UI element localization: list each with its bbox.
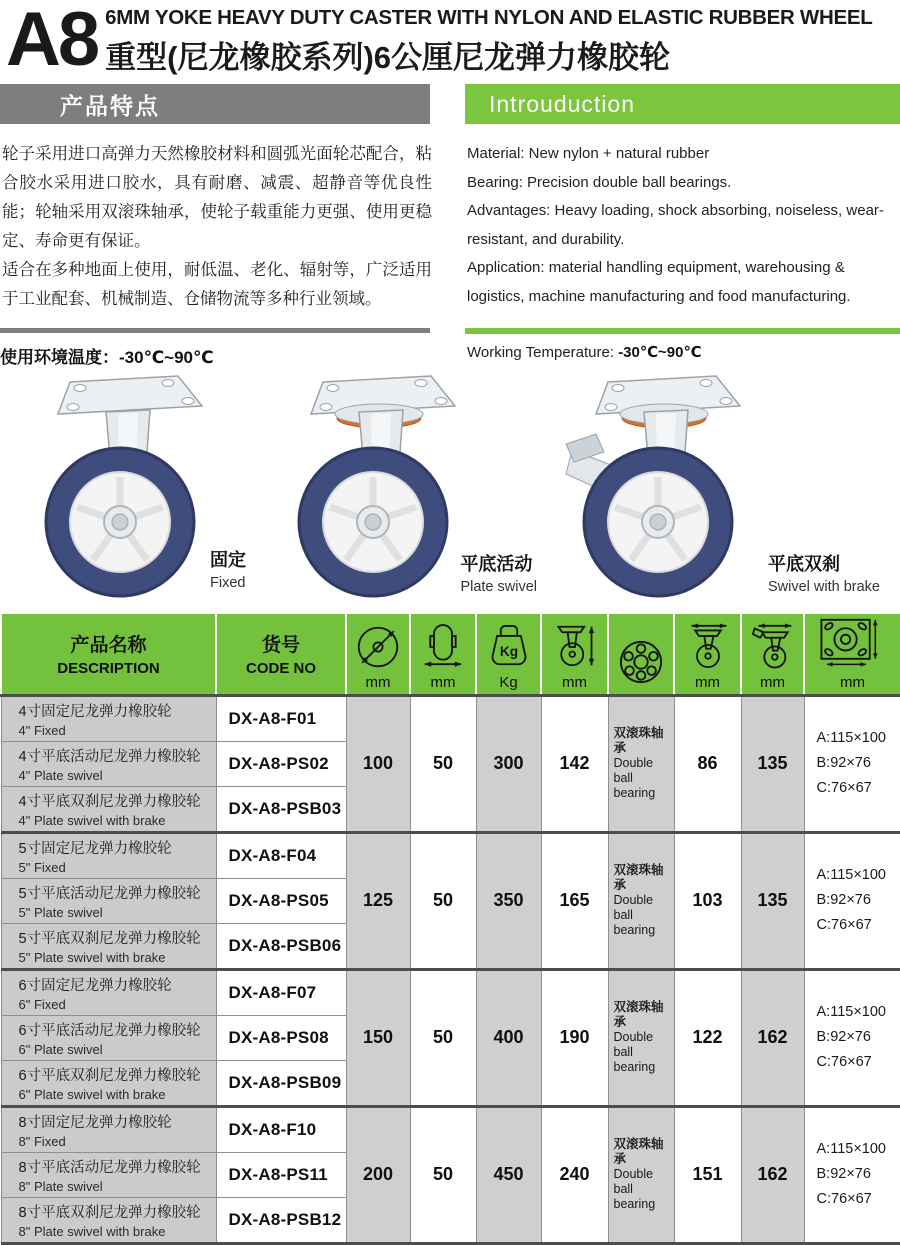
mounting-height-value: 142 [541, 695, 608, 832]
bearing-cell [608, 695, 674, 832]
text-columns [0, 140, 900, 314]
description-zh: 5寸固定尼龙弹力橡胶轮 [19, 837, 212, 858]
spec-table-header-row [1, 613, 900, 695]
load-capacity-value: 300 [476, 695, 541, 832]
temperature-row [0, 343, 900, 368]
divider-rules [0, 328, 900, 334]
col-header-plate-size [804, 613, 900, 695]
temp-value-zh: -30℃~90℃ [119, 348, 214, 367]
introduction-text [467, 140, 900, 314]
plate-size-line: B:92×76 [817, 1025, 900, 1050]
code-no-cell: DX-A8-PSB06 [216, 923, 346, 969]
description-en: 8" Plate swivel [19, 1179, 212, 1194]
features-paragraph: 适合在多种地面上使用，耐低温、老化、辐射等，广泛适用于工业配套、机械制造、仓储物流等多种行业领域。 [2, 256, 432, 314]
plate-size-cell [804, 695, 900, 832]
features-paragraph: 轮子采用进口高弹力天然橡胶材料和圆弧光面轮芯配合，粘合胶水采用进口胶水，具有耐磨、减震、超静音等优良性能；轮轴采用双滚珠轴承，使轮子载重能力更强、使用更稳定、寿命更有保证。 [2, 140, 432, 256]
description-zh: 4寸平底双刹尼龙弹力橡胶轮 [19, 790, 212, 811]
wheel-width-value: 50 [410, 969, 476, 1106]
bearing-zh: 双滚珠轴承 [614, 726, 671, 756]
col-header-ball-bearing [608, 613, 674, 695]
plate-size-line: B:92×76 [817, 1162, 900, 1187]
swivel-radius-icon [686, 623, 730, 674]
description-zh: 8寸平底双刹尼龙弹力橡胶轮 [19, 1201, 212, 1222]
ball-bearing-icon [618, 639, 664, 690]
table-row [1, 695, 900, 741]
plate-size-line: B:92×76 [817, 888, 900, 913]
col-header-wheel-diameter [346, 613, 410, 695]
description-zh: 8寸平底活动尼龙弹力橡胶轮 [19, 1156, 212, 1177]
description-cell [1, 1060, 216, 1106]
bearing-cell [608, 832, 674, 969]
code-no-cell: DX-A8-PSB12 [216, 1197, 346, 1243]
figure-label-zh: 固定 [210, 549, 246, 572]
working-temperature-en [467, 343, 900, 368]
plate-size-line: A:115×100 [817, 863, 900, 888]
col-header-description [1, 613, 216, 695]
code-no-cell: DX-A8-F01 [216, 695, 346, 741]
description-cell [1, 1152, 216, 1197]
description-cell [1, 832, 216, 878]
bearing-en: Double ball bearing [614, 1030, 671, 1075]
load-capacity-value: 400 [476, 969, 541, 1106]
col-header-wheel-width [410, 613, 476, 695]
col-header-mounting-height [541, 613, 608, 695]
introduction-heading: Introuduction [465, 84, 900, 124]
plate-size-line: C:76×67 [817, 1187, 900, 1212]
product-figure-fixed [18, 374, 254, 606]
unit-label: mm [695, 675, 720, 691]
description-zh: 4寸平底活动尼龙弹力橡胶轮 [19, 745, 212, 766]
description-en: 6" Plate swivel with brake [19, 1087, 212, 1102]
mounting-height-value: 165 [541, 832, 608, 969]
description-zh: 4寸固定尼龙弹力橡胶轮 [19, 700, 212, 721]
figure-label-en: Plate swivel [460, 578, 537, 596]
code-no-cell: DX-A8-PS11 [216, 1152, 346, 1197]
unit-label: mm [431, 675, 456, 691]
description-en: 4" Plate swivel with brake [19, 813, 212, 828]
mounting-height-value: 240 [541, 1106, 608, 1243]
temp-label-zh: 使用环境温度： [0, 348, 119, 367]
description-en: 5" Plate swivel with brake [19, 950, 212, 965]
features-text [0, 140, 432, 314]
description-header-en: DESCRIPTION [2, 660, 215, 677]
wheel-diameter-icon [356, 625, 400, 674]
bearing-zh: 双滚珠轴承 [614, 1137, 671, 1167]
plate-size-cell [804, 832, 900, 969]
description-zh: 5寸平底活动尼龙弹力橡胶轮 [19, 882, 212, 903]
brake-height-value: 135 [741, 695, 804, 832]
table-row [1, 1106, 900, 1152]
col-header-swivel-radius [674, 613, 741, 695]
plate-size-line: A:115×100 [817, 1000, 900, 1025]
code-no-cell: DX-A8-F10 [216, 1106, 346, 1152]
brake-height-value: 135 [741, 832, 804, 969]
load-capacity-value: 450 [476, 1106, 541, 1243]
plate-size-line: C:76×67 [817, 1050, 900, 1075]
code-no-cell: DX-A8-F07 [216, 969, 346, 1015]
swivel-radius-value: 86 [674, 695, 741, 832]
title-block [97, 2, 872, 77]
product-figures [0, 368, 900, 606]
description-en: 6" Plate swivel [19, 1042, 212, 1057]
description-zh: 6寸平底活动尼龙弹力橡胶轮 [19, 1019, 212, 1040]
wheel-width-icon [423, 623, 463, 674]
spec-table [0, 612, 900, 1245]
figure-label-en: Fixed [210, 574, 246, 592]
unit-label: Kg [499, 675, 517, 691]
page-title-zh: 重型(尼龙橡胶系列)6公厘尼龙弹力橡胶轮 [105, 32, 872, 77]
description-zh: 6寸固定尼龙弹力橡胶轮 [19, 974, 212, 995]
temp-value-en: -30℃~90℃ [618, 344, 701, 361]
mounting-height-icon [553, 623, 597, 674]
plate-size-line: C:76×67 [817, 913, 900, 938]
bearing-en: Double ball bearing [614, 1167, 671, 1212]
wheel-width-value: 50 [410, 1106, 476, 1243]
left-divider [0, 328, 430, 333]
code-header-en: CODE NO [217, 660, 345, 677]
col-header-code-no [216, 613, 346, 695]
plate-size-line: A:115×100 [817, 726, 900, 751]
introduction-line: Bearing: Precision double ball bearings. [467, 169, 900, 198]
introduction-line: Application: material handling equipment, warehousing & logistics, machine manufacturing and food manufacturing. [467, 254, 900, 311]
description-cell [1, 786, 216, 832]
svg-text:Kg: Kg [499, 644, 517, 659]
figure-label-zh: 平底双刹 [768, 553, 880, 576]
temp-label-en: Working Temperature: [467, 344, 618, 361]
description-cell [1, 878, 216, 923]
product-figure-brake [556, 374, 886, 606]
wheel-diameter-value: 125 [346, 832, 410, 969]
plate-size-cell [804, 969, 900, 1106]
description-cell [1, 741, 216, 786]
figure-label-zh: 平底活动 [460, 553, 537, 576]
product-figure-swivel [271, 374, 539, 606]
figure-label-brake [768, 553, 880, 596]
unit-label: mm [760, 675, 785, 691]
figure-label-fixed [210, 549, 246, 592]
bearing-cell [608, 1106, 674, 1243]
code-no-cell: DX-A8-PS08 [216, 1015, 346, 1060]
unit-label: mm [366, 675, 391, 691]
series-code: A8 [6, 2, 97, 78]
description-en: 4" Fixed [19, 723, 212, 738]
wheel-width-value: 50 [410, 695, 476, 832]
code-header-zh: 货号 [217, 630, 345, 657]
description-cell [1, 1197, 216, 1243]
bearing-en: Double ball bearing [614, 756, 671, 801]
load-capacity-value: 350 [476, 832, 541, 969]
code-no-cell: DX-A8-PSB09 [216, 1060, 346, 1106]
caster-swivel-illustration [271, 374, 476, 599]
description-zh: 8寸固定尼龙弹力橡胶轮 [19, 1111, 212, 1132]
description-cell [1, 923, 216, 969]
wheel-diameter-value: 100 [346, 695, 410, 832]
code-no-cell: DX-A8-F04 [216, 832, 346, 878]
swivel-radius-value: 103 [674, 832, 741, 969]
plate-size-line: A:115×100 [817, 1137, 900, 1162]
table-row [1, 969, 900, 1015]
code-no-cell: DX-A8-PSB03 [216, 786, 346, 832]
bearing-cell [608, 969, 674, 1106]
description-cell [1, 1015, 216, 1060]
figure-label-swivel [460, 553, 537, 596]
introduction-line: Material: New nylon + natural rubber [467, 140, 900, 169]
plate-size-line: C:76×67 [817, 776, 900, 801]
unit-label: mm [840, 675, 865, 691]
caster-fixed-illustration [18, 374, 223, 599]
figure-label-en: Swivel with brake [768, 578, 880, 596]
col-header-brake-height [741, 613, 804, 695]
plate-size-line: B:92×76 [817, 751, 900, 776]
mounting-height-value: 190 [541, 969, 608, 1106]
description-cell [1, 1106, 216, 1152]
unit-label: mm [562, 675, 587, 691]
section-bars [0, 84, 900, 124]
working-temperature-zh [0, 343, 432, 368]
plate-size-cell [804, 1106, 900, 1243]
brake-height-value: 162 [741, 969, 804, 1106]
introduction-line: Advantages: Heavy loading, shock absorbing, noiseless, wear-resistant, and durability. [467, 197, 900, 254]
description-cell [1, 695, 216, 741]
code-no-cell: DX-A8-PS05 [216, 878, 346, 923]
col-header-load-capacity [476, 613, 541, 695]
features-heading: 产品特点 [0, 84, 430, 124]
caster-brake-illustration [556, 374, 761, 599]
wheel-diameter-value: 200 [346, 1106, 410, 1243]
description-en: 8" Plate swivel with brake [19, 1224, 212, 1239]
masthead [0, 0, 900, 80]
description-en: 6" Fixed [19, 997, 212, 1012]
description-zh: 5寸平底双刹尼龙弹力橡胶轮 [19, 927, 212, 948]
bearing-zh: 双滚珠轴承 [614, 1000, 671, 1030]
table-row [1, 832, 900, 878]
swivel-radius-value: 151 [674, 1106, 741, 1243]
wheel-width-value: 50 [410, 832, 476, 969]
bearing-zh: 双滚珠轴承 [614, 863, 671, 893]
description-en: 4" Plate swivel [19, 768, 212, 783]
page-title-en: 6MM YOKE HEAVY DUTY CASTER WITH NYLON AND ELASTIC RUBBER WHEEL [105, 6, 872, 30]
description-zh: 6寸平底双刹尼龙弹力橡胶轮 [19, 1064, 212, 1085]
wheel-diameter-value: 150 [346, 969, 410, 1106]
description-en: 5" Fixed [19, 860, 212, 875]
brake-height-value: 162 [741, 1106, 804, 1243]
right-divider [465, 328, 900, 334]
bearing-en: Double ball bearing [614, 893, 671, 938]
description-cell [1, 969, 216, 1015]
brake-height-icon [751, 623, 795, 674]
swivel-radius-value: 122 [674, 969, 741, 1106]
description-en: 8" Fixed [19, 1134, 212, 1149]
load-capacity-icon [488, 623, 530, 674]
plate-size-icon [817, 617, 889, 674]
description-header-zh: 产品名称 [2, 630, 215, 657]
description-en: 5" Plate swivel [19, 905, 212, 920]
code-no-cell: DX-A8-PS02 [216, 741, 346, 786]
